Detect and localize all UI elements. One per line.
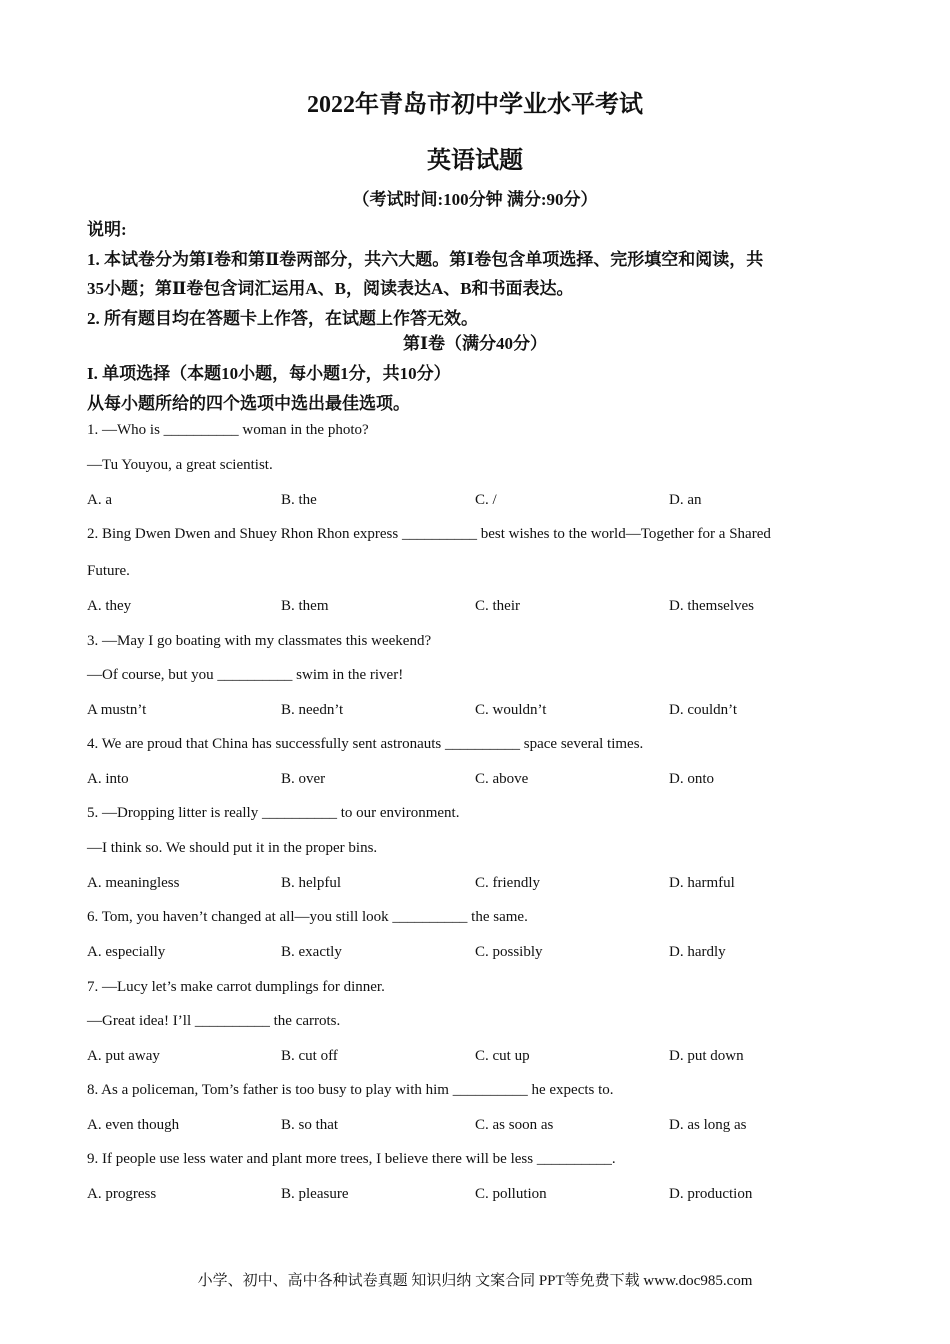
question-1-line-1: 1. —Who is __________ woman in the photo? bbox=[87, 422, 369, 438]
question-8-options bbox=[87, 1117, 887, 1137]
question-3-line-2: —Of course, but you __________ swim in the river! bbox=[87, 667, 404, 683]
question-7-line-1: 7. —Lucy let’s make carrot dumplings for dinner. bbox=[87, 979, 385, 995]
option-b: B. so that bbox=[281, 1117, 339, 1133]
exam-info: （考试时间:100分钟 满分:90分） bbox=[352, 190, 598, 209]
option-d: D. production bbox=[669, 1186, 753, 1202]
option-c: C. as soon as bbox=[475, 1117, 554, 1133]
option-c: C. pollution bbox=[475, 1186, 547, 1202]
question-7-line-2: —Great idea! I’ll __________ the carrots. bbox=[87, 1013, 341, 1029]
option-c: C. above bbox=[475, 771, 529, 787]
question-3-options bbox=[87, 702, 887, 722]
instruction-2: 2. 所有题目均在答题卡上作答，在试题上作答无效。 bbox=[87, 308, 478, 328]
option-d: D. put down bbox=[669, 1048, 744, 1064]
option-b: B. pleasure bbox=[281, 1186, 349, 1202]
question-7-options bbox=[87, 1048, 887, 1068]
option-c: C. friendly bbox=[475, 875, 540, 891]
option-a: A. even though bbox=[87, 1117, 180, 1133]
instructions-block bbox=[87, 215, 867, 333]
question-1-options bbox=[87, 492, 887, 512]
option-d: D. an bbox=[669, 492, 702, 508]
option-d: D. themselves bbox=[669, 598, 754, 614]
option-a: A. a bbox=[87, 492, 112, 508]
option-d: D. hardly bbox=[669, 944, 726, 960]
question-2-line-2: Future. bbox=[87, 563, 130, 579]
option-c: C. / bbox=[475, 492, 497, 508]
option-b: B. cut off bbox=[281, 1048, 338, 1064]
option-a: A. meaningless bbox=[87, 875, 180, 891]
question-1-line-2: —Tu Youyou, a great scientist. bbox=[87, 457, 273, 473]
instruction-1-line-1: 1. 本试卷分为第Ⅰ卷和第Ⅱ卷两部分，共六大题。第Ⅰ卷包含单项选择、完形填空和阅读，共 bbox=[87, 249, 764, 269]
option-d: D. harmful bbox=[669, 875, 735, 891]
subject-title: 英语试题 bbox=[427, 148, 523, 174]
option-d: D. onto bbox=[669, 771, 714, 787]
part-1-title: 第Ⅰ卷（满分40分） bbox=[403, 334, 547, 353]
question-3-line-1: 3. —May I go boating with my classmates this weekend? bbox=[87, 633, 432, 649]
exam-title: 2022年青岛市初中学业水平考试 bbox=[307, 92, 643, 118]
question-4-line-1: 4. We are proud that China has successfully sent astronauts __________ space several times. bbox=[87, 736, 644, 752]
question-6-options bbox=[87, 944, 887, 964]
option-c: C. possibly bbox=[475, 944, 543, 960]
option-c: C. wouldn’t bbox=[475, 702, 547, 718]
section-instruction: 从每小题所给的四个选项中选出最佳选项。 bbox=[87, 394, 410, 413]
section-title: I. 单项选择（本题10小题，每小题1分，共10分） bbox=[87, 364, 451, 383]
footer-watermark: 小学、初中、高中各种试卷真题 知识归纳 文案合同 PPT等免费下载 www.doc985.com bbox=[197, 1273, 753, 1289]
question-9-options bbox=[87, 1186, 887, 1206]
question-2-options bbox=[87, 598, 887, 618]
option-d: D. couldn’t bbox=[669, 702, 738, 718]
option-c: C. their bbox=[475, 598, 520, 614]
option-a: A. especially bbox=[87, 944, 166, 960]
question-5-options bbox=[87, 875, 887, 895]
option-a: A. put away bbox=[87, 1048, 160, 1064]
question-9-line-1: 9. If people use less water and plant more trees, I believe there will be less __________. bbox=[87, 1151, 616, 1167]
option-a: A. progress bbox=[87, 1186, 157, 1202]
option-c: C. cut up bbox=[475, 1048, 530, 1064]
question-5-line-2: —I think so. We should put it in the proper bins. bbox=[87, 840, 378, 856]
option-b: B. over bbox=[281, 771, 326, 787]
instruction-1-line-2: 35小题；第Ⅱ卷包含词汇运用A、B，阅读表达A、B和书面表达。 bbox=[87, 279, 574, 298]
option-a: A mustn’t bbox=[87, 702, 147, 718]
option-a: A. into bbox=[87, 771, 129, 787]
question-6-line-1: 6. Tom, you haven’t changed at all—you still look __________ the same. bbox=[87, 909, 528, 925]
instructions-label: 说明: bbox=[87, 220, 127, 239]
question-4-options bbox=[87, 771, 887, 791]
option-a: A. they bbox=[87, 598, 132, 614]
option-b: B. helpful bbox=[281, 875, 341, 891]
question-5-line-1: 5. —Dropping litter is really __________ to our environment. bbox=[87, 805, 460, 821]
option-d: D. as long as bbox=[669, 1117, 747, 1133]
option-b: B. them bbox=[281, 598, 329, 614]
question-2-line-1: 2. Bing Dwen Dwen and Shuey Rhon Rhon express __________ best wishes to the world—Together for a Shared bbox=[87, 526, 771, 542]
option-b: B. exactly bbox=[281, 944, 342, 960]
option-b: B. needn’t bbox=[281, 702, 344, 718]
question-8-line-1: 8. As a policeman, Tom’s father is too busy to play with him __________ he expects to. bbox=[87, 1082, 614, 1098]
option-b: B. the bbox=[281, 492, 317, 508]
